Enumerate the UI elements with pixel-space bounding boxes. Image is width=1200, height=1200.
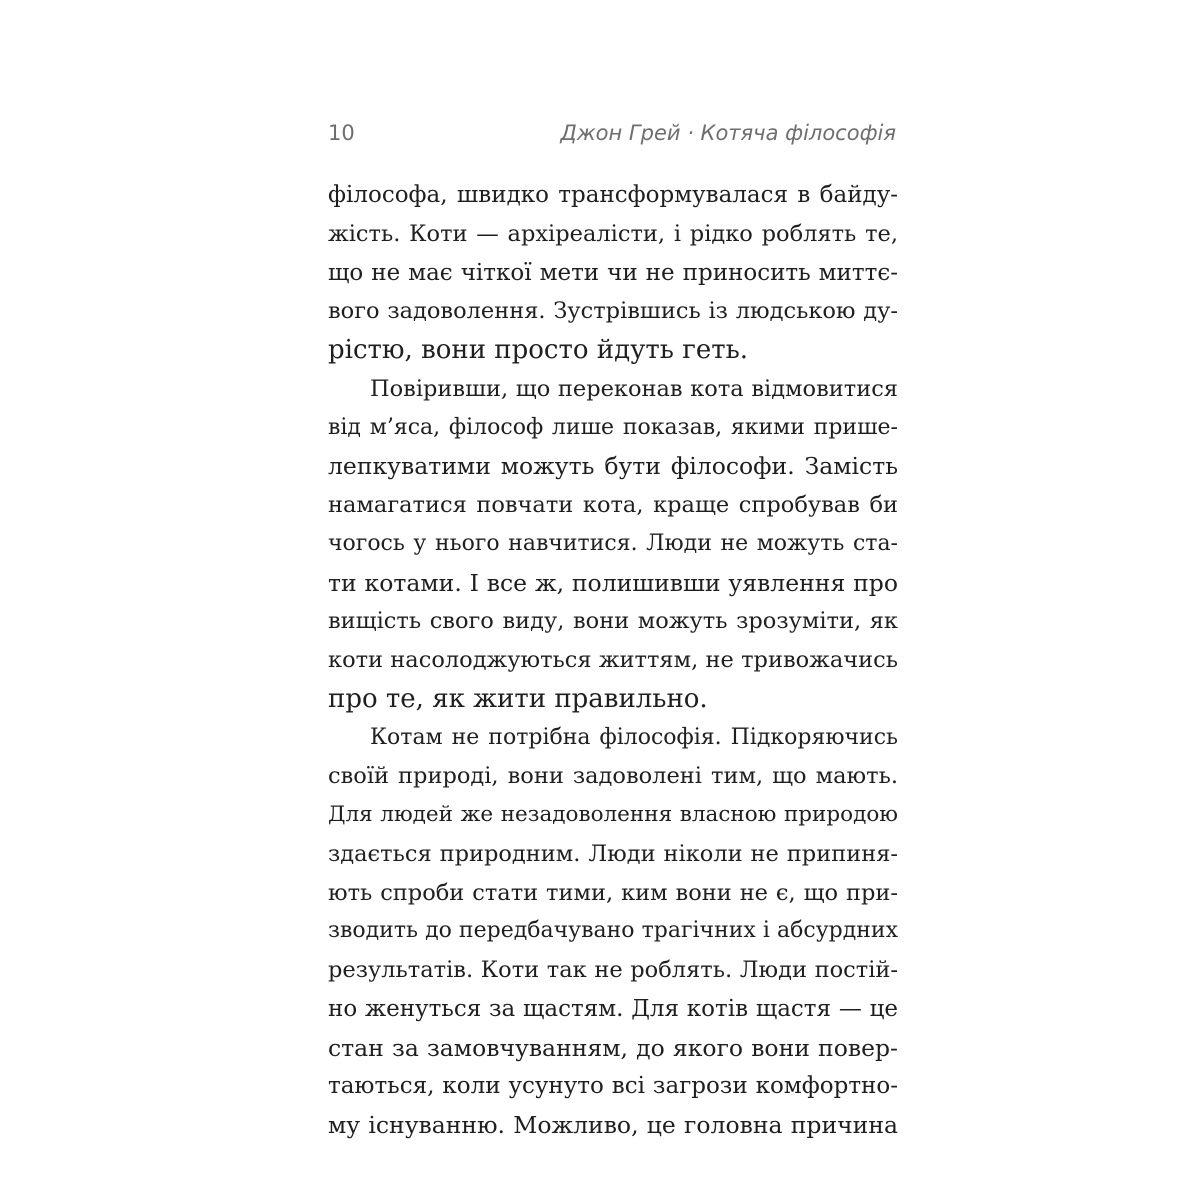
text-line: рістю, вони просто йдуть геть. (328, 335, 749, 365)
paragraph (328, 370, 898, 719)
body-text (328, 176, 898, 1145)
text-line: намагатися повчати кота, краще спробував би (328, 492, 898, 518)
text-line: Для людей же незадоволення власною природою (328, 802, 898, 827)
text-line: лепкуватими можуть бути філософи. Замість (328, 452, 898, 481)
text-line: Котам не потрібна філософія. Підкоряючись (370, 724, 898, 750)
text-line: зводить до передбачувано трагічних і абсурдних (328, 918, 898, 944)
text-line: ють спроби стати тими, ким вони не є, що при- (328, 879, 898, 906)
text-line: вищість свого виду, вони можуть зрозуміти, як (328, 608, 898, 635)
text-line: результатів. Коти так не роблять. Люди постій- (328, 957, 898, 983)
text-line: про те, як жити правильно. (328, 683, 708, 714)
text-line: жість. Коти — архіреалісти, і рідко роблять те, (328, 220, 898, 247)
text-line: Повіривши, що переконав кота відмовитися (370, 375, 898, 402)
text-line: від м’яса, філософ лише показав, якими пришe- (328, 414, 898, 440)
text-line: що не має чіткої мети чи не приносить миттє- (328, 259, 898, 286)
text-line: му існуванню. Можливо, це головна причина (328, 1111, 898, 1139)
running-head-title: Джон Грей · Котяча філософія (560, 121, 896, 145)
text-line: ти котами. І все ж, полишивши уявлення про (328, 568, 898, 597)
paragraph (328, 719, 898, 1145)
text-line: вого задоволення. Зустрівшись із людською ду- (328, 298, 898, 325)
text-line: своїй природі, вони задоволені тим, що мають. (328, 763, 898, 790)
text-line: таються, коли усунуто всі загрози комфортно- (328, 1073, 898, 1100)
text-line: здається природним. Люди ніколи не припиня- (328, 840, 898, 867)
text-line: філософа, швидко трансформувалася в байду- (328, 182, 898, 208)
text-line: стан за замовчуванням, до якого вони повер- (328, 1033, 898, 1062)
page-number: 10 (328, 121, 355, 145)
text-line: но женуться за щастям. Для котів щастя — це (328, 995, 898, 1022)
running-head (328, 118, 896, 148)
paragraph (328, 176, 898, 370)
text-line: чогось у нього навчитися. Люди не можуть ста- (328, 530, 898, 556)
text-line: коти насолоджуються життям, не тривожачись (328, 647, 898, 673)
